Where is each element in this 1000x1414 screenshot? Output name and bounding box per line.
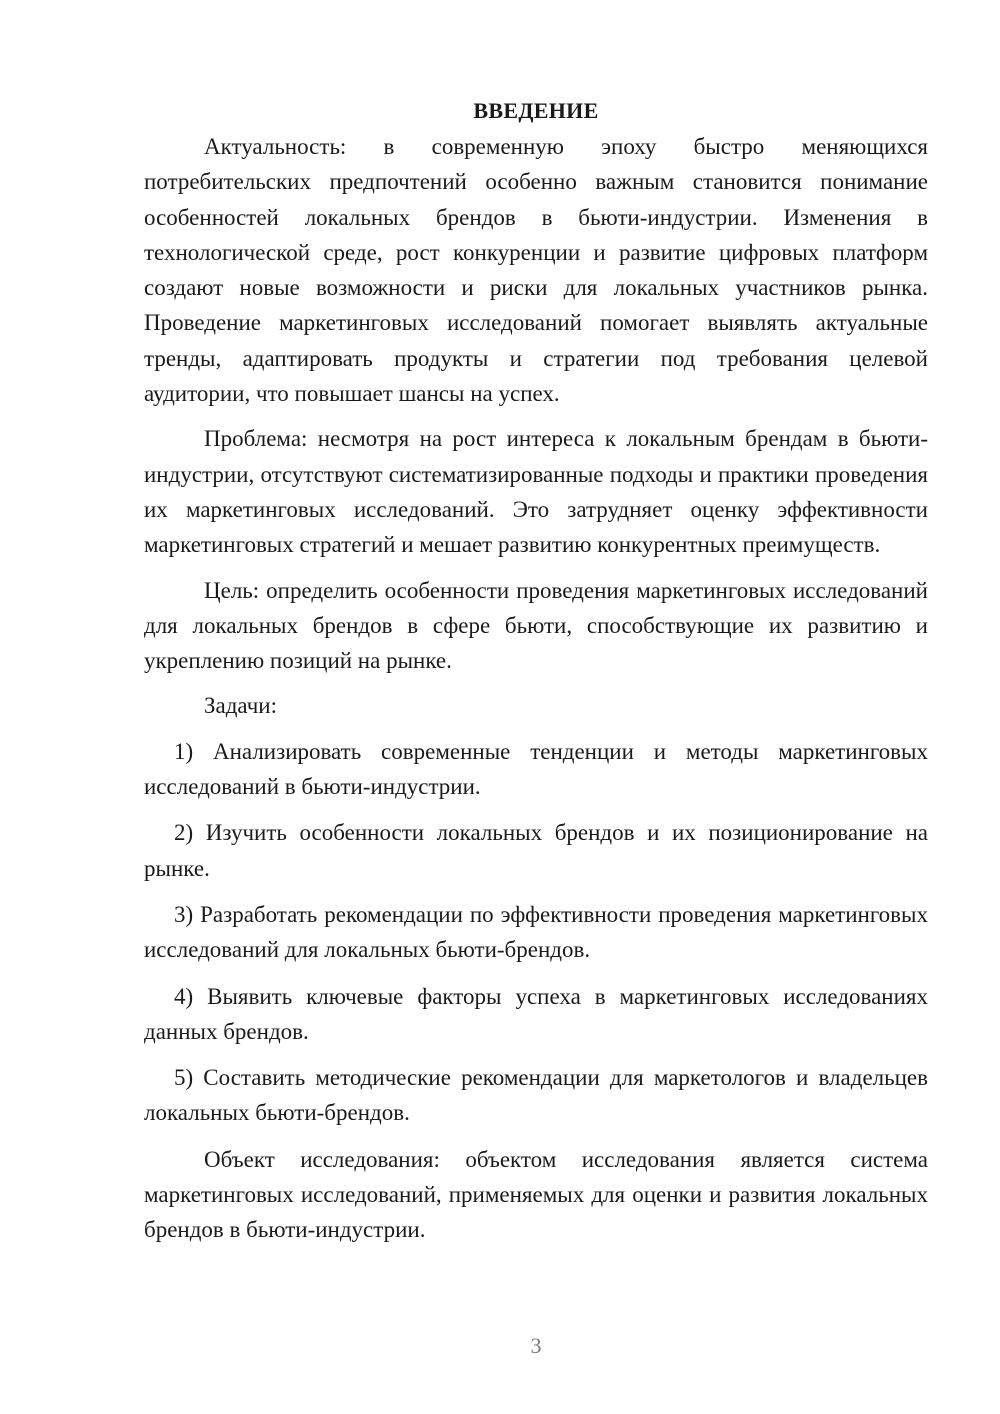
task-item-1: 1) Анализировать современные тенденции и методы маркетинговых исследований в бьюти-индустрии.	[144, 738, 928, 800]
task-item-3: 3) Разработать рекомендации по эффективности проведения маркетинговых исследований для локальных бьюти-брендов.	[144, 901, 928, 963]
document-page	[144, 96, 928, 1258]
paragraph-goal: Цель: определить особенности проведения маркетинговых исследований для локальных брендов в сфере бьюти, способствующие их развитию и укреплению позиций на рынке.	[144, 577, 928, 674]
task-item-2: 2) Изучить особенности локальных брендов и их позиционирование на рынке.	[144, 820, 928, 881]
paragraph-object: Объект исследования: объектом исследования является система маркетинговых исследований, применяемых для оценки и развития локальных брендов в бьюти-индустрии.	[144, 1146, 928, 1243]
section-heading: ВВЕДЕНИЕ	[473, 98, 599, 123]
task-item-4: 4) Выявить ключевые факторы успеха в маркетинговых исследованиях данных брендов.	[144, 983, 928, 1044]
task-item-5: 5) Составить методические рекомендации для маркетологов и владельцев локальных бьюти-брендов.	[144, 1065, 928, 1126]
tasks-label: Задачи:	[204, 693, 277, 719]
tasks-list	[144, 734, 928, 1131]
page-number: 3	[530, 1333, 542, 1358]
paragraph-relevance: Актуальность: в современную эпоху быстро меняющихся потребительских предпочтений особенно важным становится понимание особенностей локальных брендов в бьюти-индустрии. Изменения в технологической среде, рост конкуренции и развитие цифровых платформ создают новые возможности и риски для локальных участников рынка. Проведение маркетинговых исследований помогает выявлять актуальные тренды, адаптировать продукты и стратегии под требования целевой аудитории, что повышает шансы на успех.	[144, 134, 928, 407]
paragraph-problem: Проблема: несмотря на рост интереса к локальным брендам в бьюти-индустрии, отсутствуют систематизированные подходы и практики проведения их маркетинговых исследований. Это затрудняет оценку эффективности маркетинговых стратегий и мешает развитию конкурентных преимуществ.	[144, 426, 928, 558]
